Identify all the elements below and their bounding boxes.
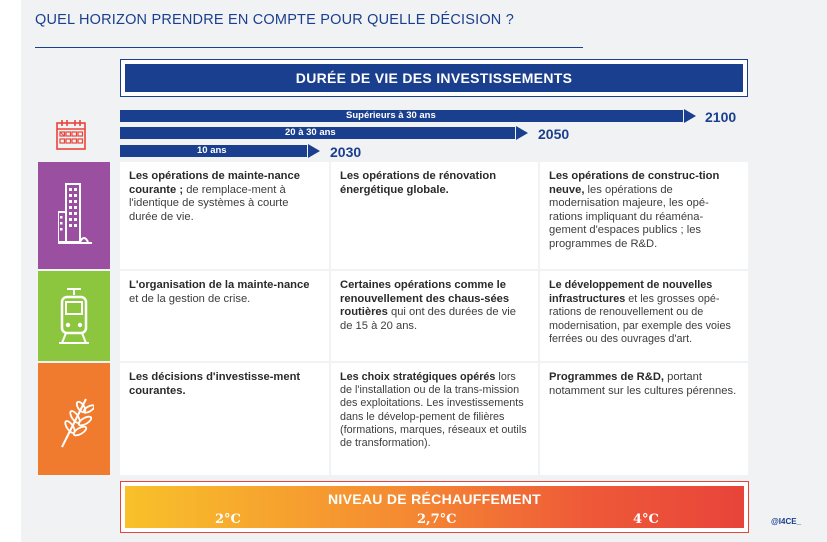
cell-text: lors de l'installation ou de la trans-mission des exploitations. Les investissements dans le dévelop-pement de filières (formations, marques, réseaux et outils de transformation). bbox=[340, 371, 527, 450]
page-title: QUEL HORIZON PRENDRE EN COMPTE POUR QUELLE DÉCISION ? bbox=[35, 12, 514, 28]
timeline-bar-20-30 bbox=[120, 127, 515, 139]
credit-label: @I4CE_ bbox=[771, 517, 802, 526]
duree-de-vie-label: DURÉE DE VIE DES INVESTISSEMENTS bbox=[125, 64, 743, 92]
timeline-label-30plus: Supérieurs à 30 ans bbox=[346, 110, 436, 121]
cell-agriculture-short bbox=[120, 363, 329, 475]
cell-agriculture-long bbox=[540, 363, 748, 475]
temp-level-4: 4°C bbox=[633, 512, 659, 527]
calendar-icon bbox=[55, 119, 87, 151]
cell-text: les opérations de modernisation majeure, les opé-rations impliquant du réaména-gement d'espaces publics ; les programmes de R&D. bbox=[549, 183, 709, 250]
sector-buildings bbox=[38, 162, 110, 269]
cell-bold: Certaines opérations comme le renouvellement des chaus-sées routières bbox=[340, 279, 510, 319]
timeline-label-10: 10 ans bbox=[197, 145, 227, 156]
wheat-icon bbox=[56, 393, 94, 449]
cell-bold: Les décisions d'investisse-ment courantes. bbox=[129, 371, 301, 397]
cell-text: de remplace-ment à l'identique de systèmes à courte durée de vie. bbox=[129, 183, 289, 223]
cell-bold: Les opérations de construc-tion neuve, bbox=[549, 170, 720, 196]
cell-bold: Les opérations de mainte-nance courante ; bbox=[129, 170, 300, 196]
timeline-bar-30plus bbox=[120, 110, 683, 122]
cell-transport-long bbox=[540, 271, 748, 361]
sector-transport bbox=[38, 271, 110, 361]
building-icon bbox=[58, 182, 92, 248]
tram-icon bbox=[59, 287, 89, 347]
cell-bold: Les opérations de rénovation énergétique globale. bbox=[340, 170, 497, 196]
cell-text: qui ont des durées de vie de 15 à 20 ans. bbox=[340, 306, 516, 332]
cell-text: et les grosses opé-rations de renouvellement ou de modernisation, par exemple des voies ferrées ou des ouvrages d'art. bbox=[549, 292, 731, 346]
cell-buildings-short bbox=[120, 162, 329, 269]
cell-text: portant notamment sur les cultures pérennes. bbox=[549, 371, 737, 397]
cell-text: et de la gestion de crise. bbox=[129, 292, 251, 305]
cell-bold: Les choix stratégiques opérés bbox=[340, 371, 496, 383]
rechauffement-box bbox=[120, 481, 749, 533]
cell-bold: Programmes de R&D, bbox=[549, 371, 665, 383]
sector-agriculture bbox=[38, 363, 110, 475]
cell-buildings-long bbox=[540, 162, 748, 269]
rechauffement-gradient bbox=[125, 486, 744, 528]
temp-level-2-7: 2,7°C bbox=[417, 512, 457, 527]
cell-bold: L'organisation de la mainte-nance bbox=[129, 279, 310, 291]
temp-level-2: 2°C bbox=[215, 512, 241, 527]
cell-transport-medium bbox=[331, 271, 538, 361]
timeline-year-2030: 2030 bbox=[330, 144, 362, 160]
cell-bold: Le développement de nouvelles infrastructures bbox=[549, 279, 713, 305]
timeline-year-2100: 2100 bbox=[705, 109, 737, 125]
rechauffement-title: NIVEAU DE RÉCHAUFFEMENT bbox=[327, 491, 542, 507]
timeline-label-20-30: 20 à 30 ans bbox=[285, 127, 336, 138]
cell-transport-short bbox=[120, 271, 329, 361]
arrow-icon bbox=[516, 126, 528, 140]
arrow-icon bbox=[684, 109, 696, 123]
arrow-icon bbox=[308, 144, 320, 158]
timeline-year-2050: 2050 bbox=[538, 126, 570, 142]
cell-agriculture-medium bbox=[331, 363, 538, 475]
timeline-bar-10 bbox=[120, 145, 307, 157]
title-divider bbox=[35, 47, 583, 48]
cell-buildings-medium bbox=[331, 162, 538, 269]
duree-de-vie-header bbox=[120, 59, 748, 97]
